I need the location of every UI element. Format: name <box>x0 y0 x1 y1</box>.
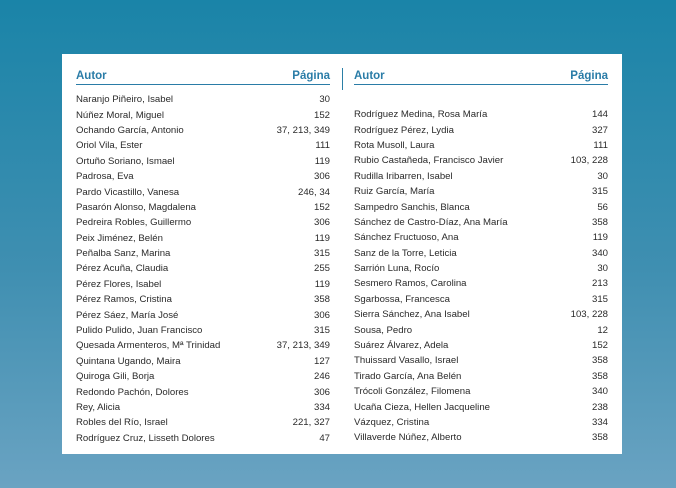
page-numbers: 358 <box>591 355 608 367</box>
page-numbers: 306 <box>313 309 330 321</box>
author-name: Ortuño Soriano, Ismael <box>76 155 175 167</box>
column-header <box>354 66 608 85</box>
page-numbers: 37, 213, 349 <box>276 340 330 352</box>
author-name: Quesada Armenteros, Mª Trinidad <box>76 340 221 352</box>
author-row <box>76 431 330 446</box>
page-numbers: 327 <box>591 124 608 136</box>
page-numbers: 47 <box>319 432 330 444</box>
author-row <box>76 246 330 261</box>
page-numbers: 103, 228 <box>570 155 608 167</box>
author-row <box>354 107 608 122</box>
author-list <box>354 107 608 446</box>
author-row <box>76 123 330 138</box>
page-numbers: 111 <box>593 139 608 151</box>
author-row <box>354 430 608 445</box>
author-name: Pasarón Alonso, Magdalena <box>76 201 197 213</box>
author-name: Tirado García, Ana Belén <box>354 370 462 382</box>
author-name: Rudilla Iribarren, Isabel <box>354 170 453 182</box>
page-numbers: 315 <box>313 325 330 337</box>
page-numbers: 119 <box>314 278 330 290</box>
author-row <box>354 353 608 368</box>
author-row <box>354 384 608 399</box>
page-numbers: 119 <box>592 232 608 244</box>
page-numbers: 306 <box>313 217 330 229</box>
author-name: Sousa, Pedro <box>354 324 413 336</box>
author-row <box>76 369 330 384</box>
author-row <box>76 154 330 169</box>
author-name: Sánchez de Castro-Díaz, Ana María <box>354 216 508 228</box>
author-row <box>76 92 330 107</box>
author-name: Rota Musoll, Laura <box>354 139 435 151</box>
author-row <box>354 184 608 199</box>
author-name: Rubio Castañeda, Francisco Javier <box>354 155 504 167</box>
author-header: Autor <box>76 70 107 82</box>
author-name: Pérez Sáez, María José <box>76 309 179 321</box>
author-index-right-column <box>354 66 608 446</box>
author-name: Ucaña Cieza, Hellen Jacqueline <box>354 401 490 413</box>
page-numbers: 246 <box>313 371 330 383</box>
author-row <box>354 307 608 322</box>
author-name: Pérez Flores, Isabel <box>76 278 162 290</box>
page-numbers: 144 <box>591 109 608 121</box>
author-row <box>354 230 608 245</box>
author-name: Padrosa, Eva <box>76 171 134 183</box>
author-row <box>76 107 330 122</box>
author-row <box>354 322 608 337</box>
author-row <box>76 138 330 153</box>
author-name: Ochando García, Antonio <box>76 124 184 136</box>
author-row <box>354 261 608 276</box>
page-numbers: 103, 228 <box>570 309 608 321</box>
page-numbers: 119 <box>314 232 330 244</box>
page-header: Página <box>292 70 330 82</box>
author-name: Robles del Río, Israel <box>76 417 168 429</box>
page-numbers: 255 <box>313 263 330 275</box>
page-numbers: 152 <box>591 340 608 352</box>
page-numbers: 306 <box>313 171 330 183</box>
page-numbers: 152 <box>313 201 330 213</box>
author-row <box>354 292 608 307</box>
author-name: Pérez Acuña, Claudia <box>76 263 169 275</box>
page-numbers: 56 <box>597 201 608 213</box>
page-numbers: 340 <box>591 247 608 259</box>
page-header: Página <box>570 70 608 82</box>
author-row <box>76 169 330 184</box>
page-numbers: 127 <box>313 355 330 367</box>
page-numbers: 315 <box>591 186 608 198</box>
page-numbers: 30 <box>597 263 608 275</box>
author-name: Suárez Álvarez, Adela <box>354 340 449 352</box>
page-numbers: 30 <box>597 170 608 182</box>
author-index-card <box>62 54 622 454</box>
page-numbers: 37, 213, 349 <box>276 124 330 136</box>
page-numbers: 246, 34 <box>297 186 330 198</box>
author-name: Pedreira Robles, Guillermo <box>76 217 192 229</box>
page-numbers: 358 <box>313 294 330 306</box>
author-row <box>76 292 330 307</box>
author-name: Rodríguez Cruz, Lisseth Dolores <box>76 432 215 444</box>
author-row <box>76 384 330 399</box>
author-list <box>76 92 330 446</box>
page-numbers: 358 <box>591 370 608 382</box>
page-numbers: 340 <box>591 386 608 398</box>
author-name: Peñalba Sanz, Marina <box>76 248 171 260</box>
author-index-left-column <box>76 66 330 446</box>
author-row <box>354 199 608 214</box>
author-name: Oriol Vila, Ester <box>76 140 143 152</box>
author-name: Villaverde Núñez, Alberto <box>354 432 462 444</box>
author-row <box>76 277 330 292</box>
page-numbers: 334 <box>313 402 330 413</box>
author-name: Sanz de la Torre, Leticia <box>354 247 457 259</box>
author-row <box>354 276 608 291</box>
author-header: Autor <box>354 70 385 82</box>
author-name: Sierra Sánchez, Ana Isabel <box>354 309 470 321</box>
column-header <box>76 66 330 85</box>
author-name: Sarrión Luna, Rocío <box>354 263 440 275</box>
author-row <box>354 399 608 414</box>
author-row <box>76 200 330 215</box>
author-name: Trócoli González, Filomena <box>354 386 471 398</box>
author-row <box>354 122 608 137</box>
author-row <box>76 215 330 230</box>
author-name: Sampedro Sanchis, Blanca <box>354 201 470 213</box>
author-name: Pérez Ramos, Cristina <box>76 294 172 306</box>
page-numbers: 119 <box>314 155 330 167</box>
author-name: Ruiz García, María <box>354 186 435 198</box>
author-name: Sánchez Fructuoso, Ana <box>354 232 459 244</box>
author-name: Rey, Alicia <box>76 402 121 413</box>
author-row <box>354 338 608 353</box>
page-numbers: 358 <box>591 432 608 444</box>
page-numbers: 315 <box>591 293 608 305</box>
page-numbers: 238 <box>591 401 608 413</box>
page-numbers: 221, 327 <box>292 417 330 429</box>
author-name: Vázquez, Cristina <box>354 417 430 428</box>
author-row <box>354 138 608 153</box>
author-name: Rodríguez Medina, Rosa María <box>354 109 488 121</box>
page-numbers: 30 <box>319 94 330 106</box>
page-numbers: 358 <box>591 216 608 228</box>
author-name: Pardo Vicastillo, Vanesa <box>76 186 180 198</box>
author-name: Naranjo Piñeiro, Isabel <box>76 94 174 106</box>
author-row <box>354 153 608 168</box>
author-row <box>76 415 330 430</box>
page-numbers: 306 <box>313 386 330 398</box>
author-row <box>76 323 330 338</box>
author-name: Sgarbossa, Francesca <box>354 293 450 305</box>
page-numbers: 111 <box>315 140 330 152</box>
author-name: Thuissard Vasallo, Israel <box>354 355 459 367</box>
author-row <box>76 184 330 199</box>
column-divider <box>342 68 343 90</box>
page-numbers: 213 <box>591 278 608 290</box>
author-name: Sesmero Ramos, Carolina <box>354 278 467 290</box>
author-name: Quiroga Gili, Borja <box>76 371 155 383</box>
author-name: Pulido Pulido, Juan Francisco <box>76 325 203 337</box>
author-row <box>354 415 608 430</box>
author-row <box>76 261 330 276</box>
author-row <box>354 215 608 230</box>
author-name: Rodríguez Pérez, Lydia <box>354 124 454 136</box>
author-name: Peix Jiménez, Belén <box>76 232 163 244</box>
page-numbers: 12 <box>597 324 608 336</box>
author-row <box>76 338 330 353</box>
author-name: Quintana Ugando, Maira <box>76 355 181 367</box>
author-row <box>76 400 330 415</box>
author-row <box>354 369 608 384</box>
author-row <box>76 307 330 322</box>
author-row <box>76 231 330 246</box>
author-name: Redondo Pachón, Dolores <box>76 386 189 398</box>
page-numbers: 334 <box>591 417 608 428</box>
author-row <box>76 354 330 369</box>
page-numbers: 315 <box>313 248 330 260</box>
author-name: Núñez Moral, Miguel <box>76 109 164 121</box>
author-row <box>354 246 608 261</box>
page-numbers: 152 <box>313 109 330 121</box>
author-row <box>354 169 608 184</box>
